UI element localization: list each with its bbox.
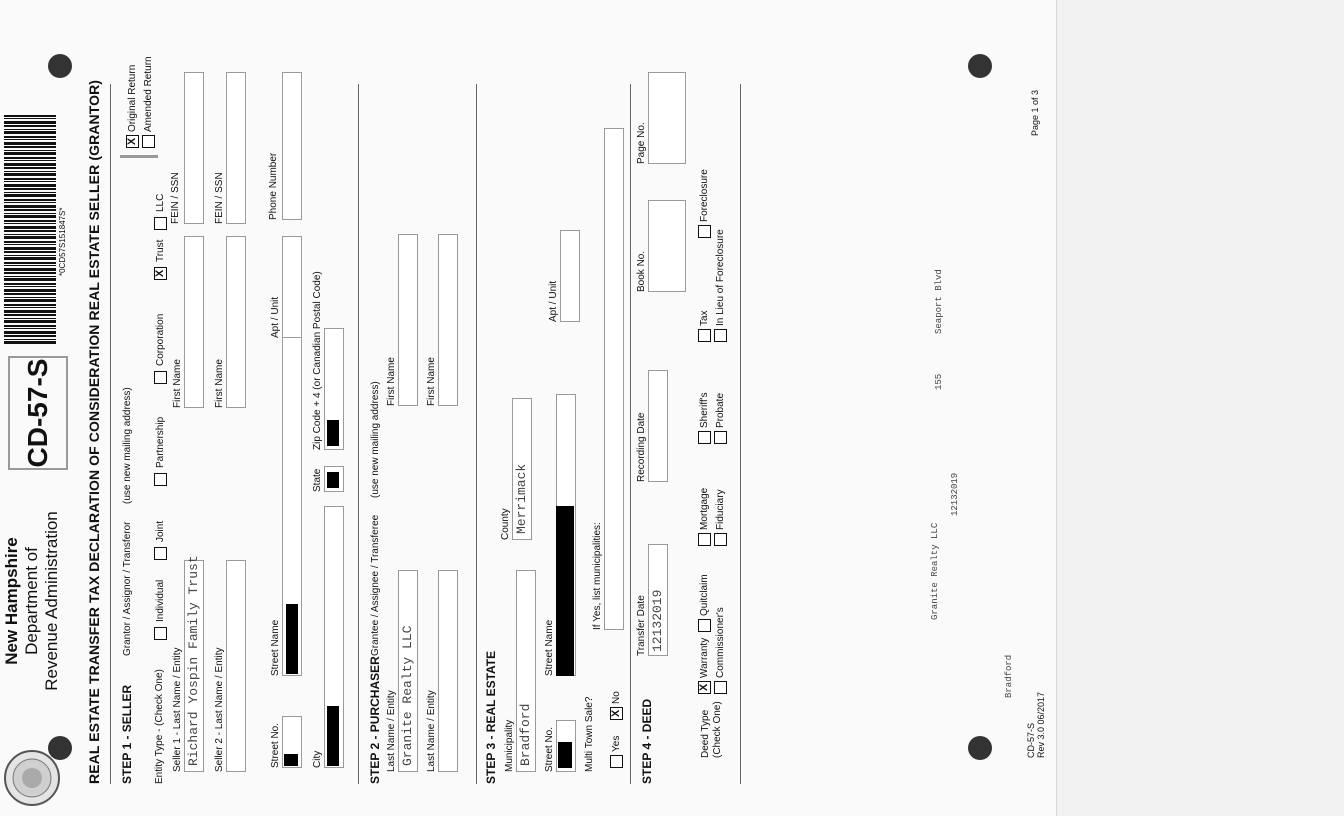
- fiduciary-checkbox[interactable]: [714, 533, 727, 546]
- typed-grantee: Granite Realty LLC: [930, 522, 940, 620]
- purchaser2-first-field[interactable]: [438, 234, 458, 406]
- seller-phone-label: Phone Number: [268, 152, 279, 220]
- seller2-fein-field[interactable]: [226, 72, 246, 224]
- step2-heading: STEP 2 - PURCHASER: [368, 656, 382, 784]
- transfer-date-label: Transfer Date: [636, 595, 647, 656]
- corporation-checkbox[interactable]: [154, 371, 167, 384]
- redaction: [327, 472, 339, 488]
- individual-checkbox[interactable]: [154, 627, 167, 640]
- seller-apt-label: Apt / Unit: [270, 296, 281, 338]
- redaction: [286, 604, 298, 674]
- deed-type-quitclaim: Quitclaim: [699, 574, 710, 616]
- multi-town-yes-checkbox[interactable]: [610, 755, 623, 768]
- probate-checkbox[interactable]: [714, 431, 727, 444]
- tax-checkbox[interactable]: [698, 329, 711, 342]
- deed-check-one-label: (Check One): [712, 701, 723, 758]
- purchaser2-last-field[interactable]: [438, 570, 458, 772]
- divider: [358, 84, 359, 784]
- seller-zip-label: Zip Code + 4 (or Canadian Postal Code): [312, 271, 323, 450]
- quitclaim-checkbox[interactable]: [698, 619, 711, 632]
- deed-type-in-lieu: In Lieu of Foreclosure: [715, 229, 726, 326]
- purchaser-first-label: First Name: [386, 357, 397, 406]
- entity-type-individual: Individual: [155, 579, 166, 622]
- deed-type-sheriffs: Sheriff's: [699, 392, 710, 428]
- typed-date: 12132019: [950, 472, 960, 516]
- step1-heading: STEP 1 - SELLER: [120, 684, 134, 784]
- divider: [120, 155, 158, 158]
- warranty-checkbox[interactable]: X: [698, 681, 711, 694]
- step1-note: (use new mailing address): [122, 387, 133, 504]
- purchaser-last-value: Granite Realty LLC: [400, 625, 415, 766]
- divider: [630, 84, 631, 784]
- punch-hole: [48, 54, 72, 78]
- state-seal-icon: [2, 748, 62, 808]
- foreclosure-checkbox[interactable]: [698, 225, 711, 238]
- form-title: REAL ESTATE TRANSFER TAX DECLARATION OF CONSIDERATION REAL ESTATE SELLER (GRANTOR): [86, 79, 102, 784]
- book-no-label: Book No.: [636, 250, 647, 292]
- if-yes-label: If Yes, list municipalities:: [592, 522, 603, 630]
- deed-type-mortgage: Mortgage: [699, 487, 710, 530]
- step4-heading: STEP 4 - DEED: [640, 698, 654, 784]
- seller1-first-label: First Name: [172, 359, 183, 408]
- page-no-label: Page No.: [636, 122, 647, 164]
- book-no-field[interactable]: [648, 200, 686, 292]
- seller1-last-label: Seller 1 - Last Name / Entity: [172, 647, 183, 772]
- amended-return-label: Amended Return: [143, 56, 154, 132]
- multi-town-no-label: No: [611, 691, 622, 704]
- county-value: Merrimack: [514, 463, 529, 534]
- recording-date-label: Recording Date: [636, 412, 647, 482]
- seller-street-no-label: Street No.: [270, 722, 281, 768]
- deed-type-commissioners: Commissioner's: [715, 607, 726, 678]
- step2-subtitle: Grantee / Assignee / Transferee: [370, 514, 381, 656]
- agency-line1: New Hampshire: [2, 537, 21, 665]
- entity-type-label: Entity Type - (Check One): [154, 669, 165, 784]
- seller2-first-label: First Name: [214, 359, 225, 408]
- amended-return-checkbox[interactable]: [142, 135, 155, 148]
- seller2-last-label: Seller 2 - Last Name / Entity: [214, 647, 225, 772]
- property-apt-label: Apt / Unit: [548, 280, 559, 322]
- entity-type-corporation: Corporation: [155, 313, 166, 366]
- sheriffs-checkbox[interactable]: [698, 431, 711, 444]
- agency-block: [2, 506, 62, 696]
- llc-checkbox[interactable]: [154, 217, 167, 230]
- seller-apt-field[interactable]: [282, 236, 302, 338]
- entity-type-trust: Trust: [155, 239, 166, 262]
- typed-town: Bradford: [1004, 654, 1014, 698]
- entity-type-partnership: Partnership: [155, 416, 166, 468]
- redaction: [327, 420, 339, 446]
- deed-type-label: Deed Type: [700, 709, 711, 758]
- seller-city-label: City: [312, 750, 323, 768]
- divider: [110, 84, 111, 784]
- multi-town-no-checkbox[interactable]: X: [610, 707, 623, 720]
- barcode-text: *0CD57S151847S*: [58, 207, 67, 276]
- deed-type-warranty: Warranty: [699, 637, 710, 678]
- in-lieu-checkbox[interactable]: [714, 329, 727, 342]
- redaction: [556, 506, 574, 676]
- commissioners-checkbox[interactable]: [714, 681, 727, 694]
- punch-hole: [968, 54, 992, 78]
- original-return-checkbox[interactable]: X: [126, 135, 139, 148]
- form-number: CD-57-S: [8, 356, 68, 470]
- seller1-first-field[interactable]: [184, 236, 204, 408]
- deed-type-foreclosure: Foreclosure: [699, 169, 710, 222]
- municipalities-list-field[interactable]: [604, 128, 624, 630]
- typed-number: 155: [934, 373, 944, 390]
- redaction: [327, 706, 339, 766]
- step3-heading: STEP 3 - REAL ESTATE: [484, 650, 498, 784]
- step1-subtitle: Grantor / Assignor / Transferor: [122, 521, 133, 656]
- footer-page: Page 1 of 3: [1030, 89, 1040, 136]
- deed-type-probate: Probate: [715, 392, 726, 428]
- typed-street: Seaport Blvd: [934, 269, 944, 334]
- seller2-first-field[interactable]: [226, 236, 246, 408]
- step2-note: (use new mailing address): [370, 381, 381, 498]
- property-apt-field[interactable]: [560, 230, 580, 322]
- redaction: [284, 754, 298, 766]
- deed-type-fiduciary: Fiduciary: [715, 489, 726, 530]
- redaction: [558, 742, 572, 768]
- footer-form: CD-57-S: [1026, 722, 1036, 758]
- purchaser2-last-label: Last Name / Entity: [426, 690, 437, 772]
- joint-checkbox[interactable]: [154, 547, 167, 560]
- transfer-date-value: 12132019: [650, 589, 665, 652]
- seller1-fein-field[interactable]: [184, 72, 204, 224]
- entity-type-llc: LLC: [155, 193, 166, 212]
- trust-checkbox[interactable]: X: [154, 267, 167, 280]
- divider: [476, 84, 477, 784]
- purchaser-last-label: Last Name / Entity: [386, 690, 397, 772]
- seller2-fein-label: FEIN / SSN: [214, 172, 225, 224]
- punch-hole: [968, 736, 992, 760]
- seller1-fein-label: FEIN / SSN: [170, 172, 181, 224]
- recording-date-field[interactable]: [648, 370, 668, 482]
- county-label: County: [500, 508, 511, 540]
- municipality-label: Municipality: [504, 719, 515, 772]
- entity-type-joint: Joint: [155, 520, 166, 542]
- seller-street-name-label: Street Name: [270, 619, 281, 676]
- seller2-last-field[interactable]: [226, 560, 246, 772]
- property-street-no-label: Street No.: [544, 726, 555, 772]
- seller-state-label: State: [312, 468, 323, 492]
- deed-type-tax: Tax: [699, 310, 710, 326]
- divider: [740, 84, 741, 784]
- seller-phone-field[interactable]: [282, 72, 302, 220]
- municipality-value: Bradford: [518, 703, 533, 766]
- seller1-last-value: Richard Yospin Family Trust: [186, 555, 201, 766]
- multi-town-label: Multi Town Sale?: [584, 696, 595, 772]
- original-return-label: Original Return: [127, 64, 138, 132]
- purchaser2-first-label: First Name: [426, 357, 437, 406]
- partnership-checkbox[interactable]: [154, 473, 167, 486]
- agency-line2: Department of: [22, 547, 41, 655]
- barcode: [4, 114, 56, 344]
- multi-town-yes-label: Yes: [611, 735, 622, 752]
- footer-rev: Rev 3.0 06/2017: [1036, 691, 1046, 758]
- agency-line3: Revenue Administration: [42, 511, 61, 691]
- purchaser-first-field[interactable]: [398, 234, 418, 406]
- property-street-name-label: Street Name: [544, 619, 555, 676]
- mortgage-checkbox[interactable]: [698, 533, 711, 546]
- page-no-field[interactable]: [648, 72, 686, 164]
